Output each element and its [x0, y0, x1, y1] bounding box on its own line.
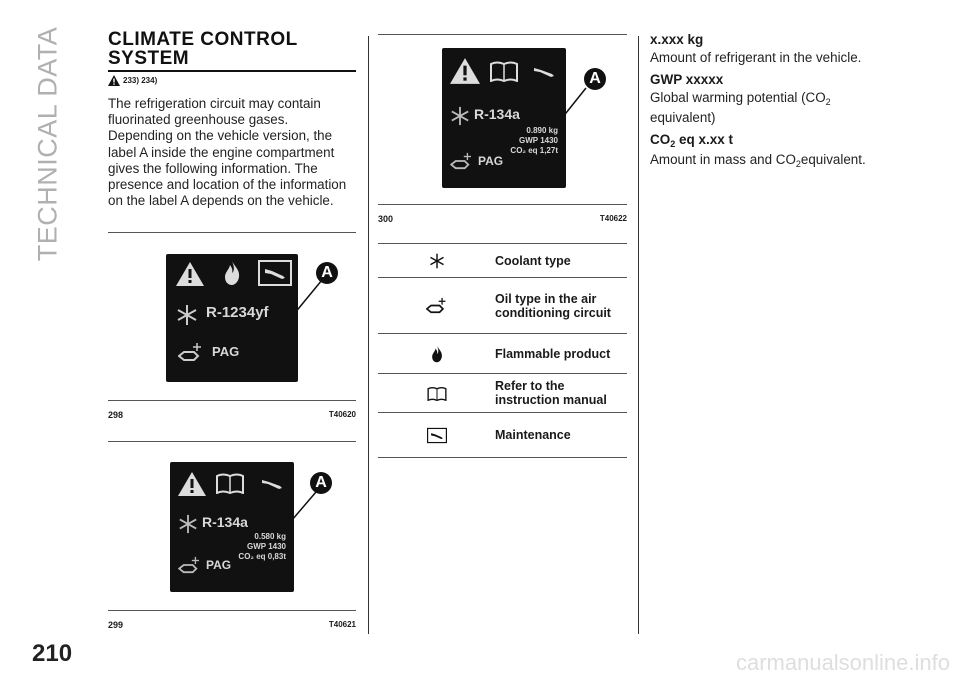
term-text-after: eq x.xx t [679, 132, 734, 147]
warning-references-text: 233) 234) [123, 76, 158, 85]
label-line-1: 0.580 kg [254, 532, 286, 541]
warning-references [108, 75, 356, 86]
figure-code: T40621 [328, 620, 356, 629]
table-row [378, 244, 627, 278]
symbol-cell [378, 386, 495, 401]
table-row [378, 334, 627, 374]
callout-a: A [316, 262, 338, 284]
definition-term [650, 132, 940, 149]
callout-leader-line [108, 232, 356, 442]
table-row [378, 413, 627, 458]
column-divider-left [368, 36, 369, 634]
symbol-label: Coolant type [495, 253, 571, 268]
table-row [378, 374, 627, 413]
section-title-line1: CLIMATE CONTROL [108, 29, 298, 50]
instruction-manual-icon [427, 386, 447, 401]
figure-298 [108, 232, 356, 442]
desc-text-after: equivalent) [650, 110, 716, 125]
figure-code: T40622 [599, 214, 627, 223]
desc-text: Global warming potential (CO [650, 90, 826, 105]
figure-caption-rule [108, 610, 356, 611]
label-line-3: CO₂ eq 1,27t [510, 146, 558, 155]
symbol-cell [378, 427, 495, 444]
desc-text: Amount in mass and CO [650, 152, 796, 167]
figure-number: 299 [108, 620, 124, 630]
table-row [378, 278, 627, 334]
oil-type: PAG [212, 344, 240, 359]
wrench-icon [427, 427, 447, 444]
symbol-label: Refer to the instruction manual [495, 379, 607, 407]
symbol-label: Flammable product [495, 346, 611, 361]
desc-subscript: 2 [825, 97, 831, 107]
label-line-2: GWP 1430 [519, 136, 558, 145]
warning-triangle-icon [108, 75, 120, 86]
section-title-rule [108, 70, 356, 72]
desc-text-after: equivalent. [800, 152, 866, 167]
desc-subscript: 2 [795, 159, 801, 169]
symbol-label: Oil type in the air conditioning circuit [495, 291, 611, 320]
chapter-side-title [22, 24, 74, 264]
symbol-cell [378, 345, 495, 363]
callout-a: A [310, 472, 332, 494]
symbol-cell [378, 297, 495, 314]
callout-a: A [584, 68, 606, 90]
label-line-1: 0.890 kg [526, 126, 558, 135]
figure-caption-rule [378, 204, 627, 205]
figure-300 [378, 34, 627, 226]
refrigerant-type: R-134a [202, 514, 248, 530]
symbol-cell [378, 253, 495, 269]
section-title-line2: SYSTEM [108, 48, 190, 69]
callout-leader-line [378, 34, 627, 226]
symbol-label: Maintenance [495, 428, 571, 442]
term-text: GWP xxxxx [650, 72, 724, 87]
callout-leader-line [108, 442, 356, 632]
footer-watermark: carmanualsonline.info [735, 650, 950, 675]
figure-299 [108, 442, 356, 632]
definition-description [650, 152, 940, 172]
intro-column [108, 30, 356, 209]
label-line-2: GWP 1430 [247, 542, 286, 551]
page-number: 210 [32, 640, 73, 667]
oil-can-snowflake-icon [426, 297, 448, 314]
term-text: CO [650, 132, 671, 147]
oil-type: PAG [206, 558, 232, 572]
term-text: x.xxx kg [650, 32, 704, 47]
oil-type: PAG [478, 154, 504, 168]
section-title [108, 30, 356, 68]
column-divider-right [638, 36, 639, 634]
definition-description [650, 90, 940, 126]
refrigerant-type: R-134a [474, 106, 520, 122]
label-definitions [650, 32, 940, 172]
flame-icon [430, 345, 444, 363]
symbol-legend-table [378, 243, 627, 458]
section-body: The refrigeration circuit may contain fluorinated greenhouse gases. Depending on the vehicle version, the label A inside the engine compartment gives the following information. The presence and location of the information on the label A depends on the vehicle. [108, 96, 347, 209]
chapter-side-title-text: TECHNICAL DATA [32, 26, 63, 262]
figure-number: 298 [108, 410, 124, 420]
definition-description [650, 50, 940, 66]
figure-caption-rule [108, 400, 356, 401]
definition-term [650, 72, 940, 87]
desc-text: Amount of refrigerant in the vehicle. [650, 50, 862, 65]
refrigerant-type: R-1234yf [206, 304, 269, 321]
term-subscript: 2 [670, 139, 676, 149]
snowflake-icon [429, 253, 445, 269]
label-line-3: CO₂ eq 0,83t [238, 552, 286, 561]
figure-number: 300 [378, 214, 394, 224]
definition-term [650, 32, 940, 47]
figure-code: T40620 [328, 410, 356, 419]
